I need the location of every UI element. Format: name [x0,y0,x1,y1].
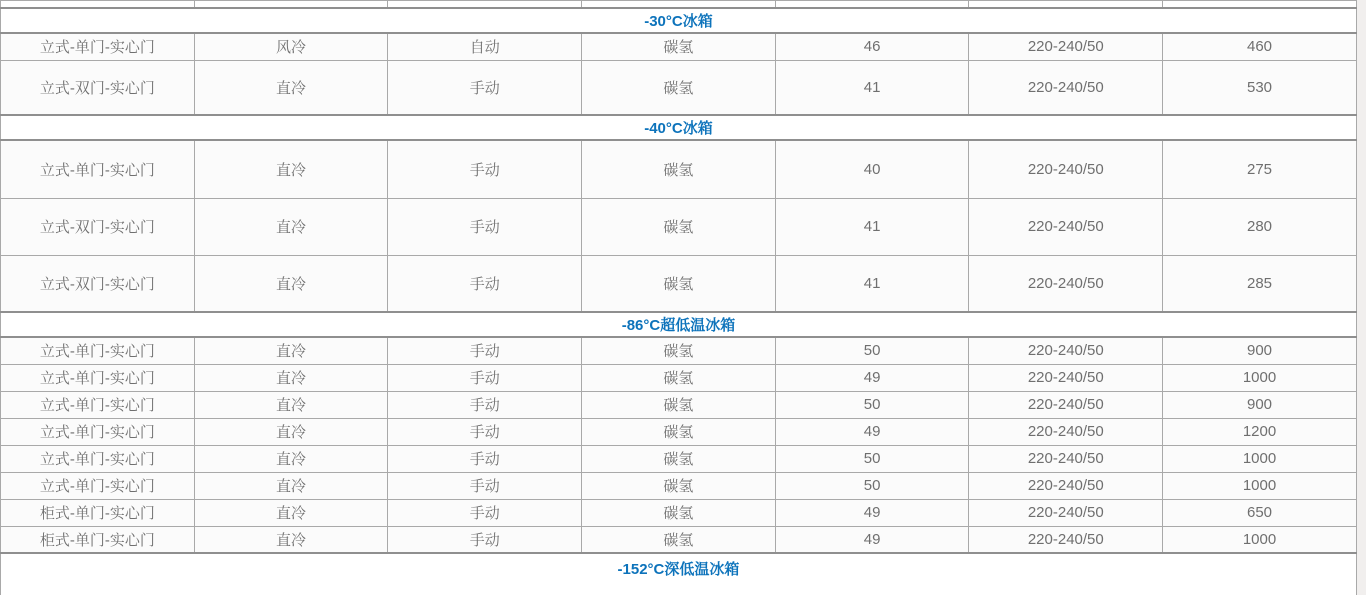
cell-refrigerant: 碳氢 [582,445,776,472]
cell-capacity: 530 [1163,60,1357,115]
cell-defrost-method: 手动 [388,472,582,499]
cell-noise-db: 41 [775,255,969,312]
cell-defrost-method: 自动 [388,33,582,60]
cell-cooling-method: 直冷 [194,337,388,364]
cell-capacity: 1200 [1163,418,1357,445]
cell-capacity: 1000 [1163,445,1357,472]
cell-product-type: 立式-双门-实心门 [1,255,195,312]
section-title: -86°C超低温冰箱 [1,312,1357,337]
cell-product-type: 立式-双门-实心门 [1,198,195,255]
cell-noise-db: 46 [775,33,969,60]
cell-noise-db: 50 [775,472,969,499]
cell-capacity: 285 [1163,255,1357,312]
table-row [1,337,1357,364]
table-row [1,391,1357,418]
section-title: -30°C冰箱 [1,8,1357,33]
empty-cell [775,1,969,9]
cell-cooling-method: 直冷 [194,499,388,526]
cell-capacity: 1000 [1163,526,1357,553]
cell-defrost-method: 手动 [388,140,582,198]
cell-defrost-method: 手动 [388,445,582,472]
cell-noise-db: 49 [775,364,969,391]
empty-cell [582,1,776,9]
cell-refrigerant: 碳氢 [582,140,776,198]
cell-capacity: 1000 [1163,472,1357,499]
cell-product-type: 立式-单门-实心门 [1,418,195,445]
cell-noise-db: 41 [775,198,969,255]
table-row [1,140,1357,198]
cell-capacity: 280 [1163,198,1357,255]
cell-defrost-method: 手动 [388,364,582,391]
cell-capacity: 460 [1163,33,1357,60]
table-row [1,255,1357,312]
empty-cell [969,1,1163,9]
cell-defrost-method: 手动 [388,198,582,255]
cell-voltage-frequency: 220-240/50 [969,198,1163,255]
cell-voltage-frequency: 220-240/50 [969,337,1163,364]
cell-product-type: 立式-单门-实心门 [1,472,195,499]
cell-voltage-frequency: 220-240/50 [969,140,1163,198]
cell-product-type: 立式-双门-实心门 [1,60,195,115]
table-row [1,60,1357,115]
cell-product-type: 立式-单门-实心门 [1,391,195,418]
cell-cooling-method: 直冷 [194,526,388,553]
next-section-title-partial: -152°C深低温冰箱 [1,553,1357,595]
cell-cooling-method: 直冷 [194,418,388,445]
empty-cell [1,1,195,9]
cell-refrigerant: 碳氢 [582,33,776,60]
cell-cooling-method: 直冷 [194,364,388,391]
cell-voltage-frequency: 220-240/50 [969,445,1163,472]
cell-capacity: 1000 [1163,364,1357,391]
cell-noise-db: 49 [775,418,969,445]
cell-refrigerant: 碳氢 [582,255,776,312]
table-row [1,499,1357,526]
cell-cooling-method: 直冷 [194,445,388,472]
cell-refrigerant: 碳氢 [582,526,776,553]
cell-product-type: 立式-单门-实心门 [1,445,195,472]
table-row [1,445,1357,472]
cell-defrost-method: 手动 [388,337,582,364]
cell-product-type: 立式-单门-实心门 [1,364,195,391]
cell-noise-db: 40 [775,140,969,198]
cell-refrigerant: 碳氢 [582,499,776,526]
cell-refrigerant: 碳氢 [582,337,776,364]
table-row [1,526,1357,553]
cell-refrigerant: 碳氢 [582,60,776,115]
cell-cooling-method: 直冷 [194,198,388,255]
cell-cooling-method: 直冷 [194,472,388,499]
cell-voltage-frequency: 220-240/50 [969,472,1163,499]
partial-top-row [1,1,1357,9]
cell-refrigerant: 碳氢 [582,391,776,418]
section-header-row [1,115,1357,140]
cell-voltage-frequency: 220-240/50 [969,255,1163,312]
empty-cell [194,1,388,9]
next-section-header-row-partial [1,553,1357,595]
cell-defrost-method: 手动 [388,391,582,418]
cell-noise-db: 49 [775,526,969,553]
cell-capacity: 275 [1163,140,1357,198]
table-row [1,418,1357,445]
cell-cooling-method: 直冷 [194,140,388,198]
cell-capacity: 650 [1163,499,1357,526]
cell-noise-db: 50 [775,337,969,364]
cell-product-type: 立式-单门-实心门 [1,33,195,60]
empty-cell [388,1,582,9]
cell-voltage-frequency: 220-240/50 [969,499,1163,526]
cell-voltage-frequency: 220-240/50 [969,364,1163,391]
spec-table-body [1,1,1357,595]
cell-voltage-frequency: 220-240/50 [969,33,1163,60]
cell-refrigerant: 碳氢 [582,472,776,499]
cell-product-type: 立式-单门-实心门 [1,337,195,364]
cell-cooling-method: 直冷 [194,391,388,418]
cell-cooling-method: 风冷 [194,33,388,60]
cell-defrost-method: 手动 [388,255,582,312]
section-header-row [1,312,1357,337]
cell-refrigerant: 碳氢 [582,198,776,255]
cell-refrigerant: 碳氢 [582,418,776,445]
cell-cooling-method: 直冷 [194,255,388,312]
table-row [1,364,1357,391]
cell-defrost-method: 手动 [388,418,582,445]
cell-noise-db: 50 [775,391,969,418]
cell-product-type: 柜式-单门-实心门 [1,499,195,526]
cell-noise-db: 41 [775,60,969,115]
cell-voltage-frequency: 220-240/50 [969,526,1163,553]
cell-noise-db: 49 [775,499,969,526]
cell-refrigerant: 碳氢 [582,364,776,391]
table-row [1,198,1357,255]
cell-voltage-frequency: 220-240/50 [969,391,1163,418]
cell-defrost-method: 手动 [388,60,582,115]
cell-defrost-method: 手动 [388,499,582,526]
cell-capacity: 900 [1163,391,1357,418]
cell-voltage-frequency: 220-240/50 [969,60,1163,115]
cell-product-type: 立式-单门-实心门 [1,140,195,198]
section-header-row [1,8,1357,33]
cell-capacity: 900 [1163,337,1357,364]
empty-cell [1163,1,1357,9]
table-row [1,472,1357,499]
cell-product-type: 柜式-单门-实心门 [1,526,195,553]
section-title: -40°C冰箱 [1,115,1357,140]
cell-noise-db: 50 [775,445,969,472]
table-row [1,33,1357,60]
cell-voltage-frequency: 220-240/50 [969,418,1163,445]
cell-defrost-method: 手动 [388,526,582,553]
cell-cooling-method: 直冷 [194,60,388,115]
